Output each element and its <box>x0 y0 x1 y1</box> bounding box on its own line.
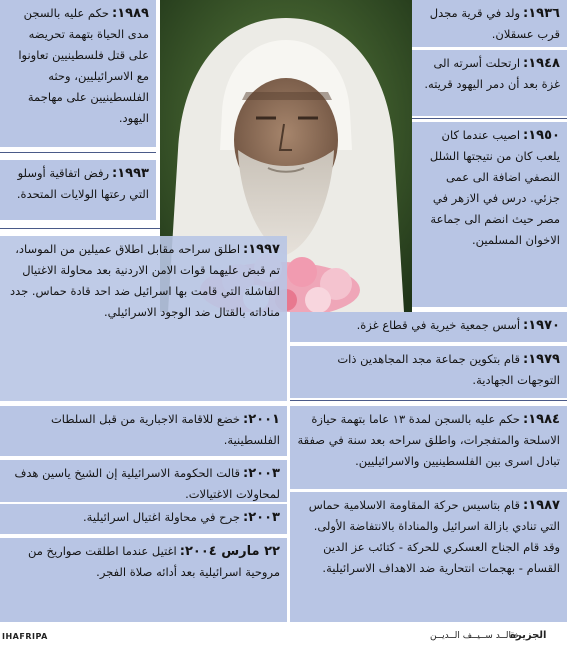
entry-year: ١٩٩٣: <box>112 166 149 181</box>
entry-year: ٢٠٠١: <box>243 412 280 427</box>
entry-text: قالت الحكومة الاسرائيلية إن الشيخ ياسين هدف لمحاولات الاغتيالات. <box>14 466 280 501</box>
entry-year: ٢٢ مارس ٢٠٠٤: <box>179 544 280 559</box>
divider <box>0 152 156 153</box>
entry-text: ولد في قرية مجدل قرب عسقلان. <box>429 6 560 41</box>
timeline-entry-1993 <box>0 160 156 220</box>
entry-text: اغتيل عندما اطلقت صواريخ من مروحية اسرائيلية بعد أدائه صلاة الفجر. <box>27 544 280 579</box>
divider <box>290 400 567 401</box>
divider <box>0 228 160 229</box>
timeline-entry-1984 <box>290 406 567 489</box>
entry-text: خضع للاقامة الاجبارية من قبل السلطات الفلسطينية. <box>50 412 280 447</box>
agency-credit: IHAFRIPA <box>2 632 48 641</box>
author-credit: خـالــد ســيــف الــديــن <box>430 631 520 641</box>
timeline-entry-2003-a <box>0 460 287 502</box>
timeline-entry-1989 <box>0 0 156 147</box>
timeline-entry-1987 <box>290 492 567 622</box>
entry-year: ١٩٥٠: <box>523 128 560 143</box>
entry-year: ١٩٧٩: <box>523 352 560 367</box>
source-logo: الجزيرة <box>510 630 547 641</box>
timeline-entry-1997 <box>0 236 287 401</box>
timeline-entry-2001 <box>0 406 287 456</box>
entry-year: ١٩٨٩: <box>112 6 149 21</box>
entry-year: ١٩٨٤: <box>523 412 560 427</box>
divider <box>412 118 567 119</box>
timeline-entry-1970 <box>290 312 567 342</box>
entry-year: ١٩٣٦: <box>523 6 560 21</box>
timeline-entry-1936 <box>412 0 567 47</box>
entry-text: جرح في محاولة اغتيال اسرائيلية. <box>83 510 241 524</box>
entry-text: حكم عليه بالسجن لمدة ١٣ عاما بتهمة حيازة الاسلحة والمتفجرات، واطلق سراحه بعد سنة في صفقة تبادل اسرى بين الفلسطينيين والاسرائيليين. <box>297 412 560 468</box>
entry-text: اطلق سراحه مقابل اطلاق عميلين من الموساد، تم قبض عليهما قوات الامن الاردنية بعد محاولة الاغتيال الفاشلة التي قامت بها اسرائيل ضد احد قادة حماس. جدد مناداته بالقتال ضد الوجود الاسرائيلي. <box>9 242 280 319</box>
entry-text: قام بتكوين جماعة مجد المجاهدين ذات التوجهات الجهادية. <box>337 352 560 387</box>
entry-year: ١٩٧٠: <box>523 318 560 333</box>
entry-text: حكم عليه بالسجن مدى الحياة بتهمة تحريضه على قتل فلسطينيين تعاونوا مع الاسرائيليين، وحثه الفلسطينيين على مهاجمة اليهود. <box>18 6 149 125</box>
timeline-entry-1979 <box>290 346 567 398</box>
entry-text: اصيب عندما كان يلعب كان من نتيجتها الشلل النصفي اضافة الى عمى جزئي. درس في الازهر في مصر حيث انضم الى جماعة الاخوان المسلمين. <box>429 128 560 247</box>
timeline-entry-1948 <box>412 50 567 116</box>
entry-year: ٢٠٠٣: <box>243 510 280 525</box>
timeline-entry-2003-b <box>0 504 287 534</box>
entry-text: ارتحلت أسرته الى غزة بعد أن دمر اليهود قريته. <box>424 56 560 91</box>
entry-year: ٢٠٠٣: <box>243 466 280 481</box>
timeline-entry-1950 <box>412 122 567 307</box>
timeline-entry-2004 <box>0 538 287 622</box>
entry-text: رفض اتفاقية أوسلو التي رعتها الولايات المتحدة. <box>16 166 149 201</box>
entry-text: أسس جمعية خيرية في قطاع غزة. <box>356 318 521 332</box>
entry-text: قام بتاسيس حركة المقاومة الاسلامية حماس التي تنادي بازالة اسرائيل والمناداة بالانتفاضة الأولى. وقد قام الجناح العسكري للحركة - كتائب عز الدين القسام - بهجمات انتحارية ضد الاهداف الاسرائيلية. <box>308 498 560 575</box>
entry-year: ١٩٤٨: <box>523 56 560 71</box>
entry-year: ١٩٨٧: <box>523 498 560 513</box>
entry-year: ١٩٩٧: <box>243 242 280 257</box>
footer <box>0 628 567 648</box>
